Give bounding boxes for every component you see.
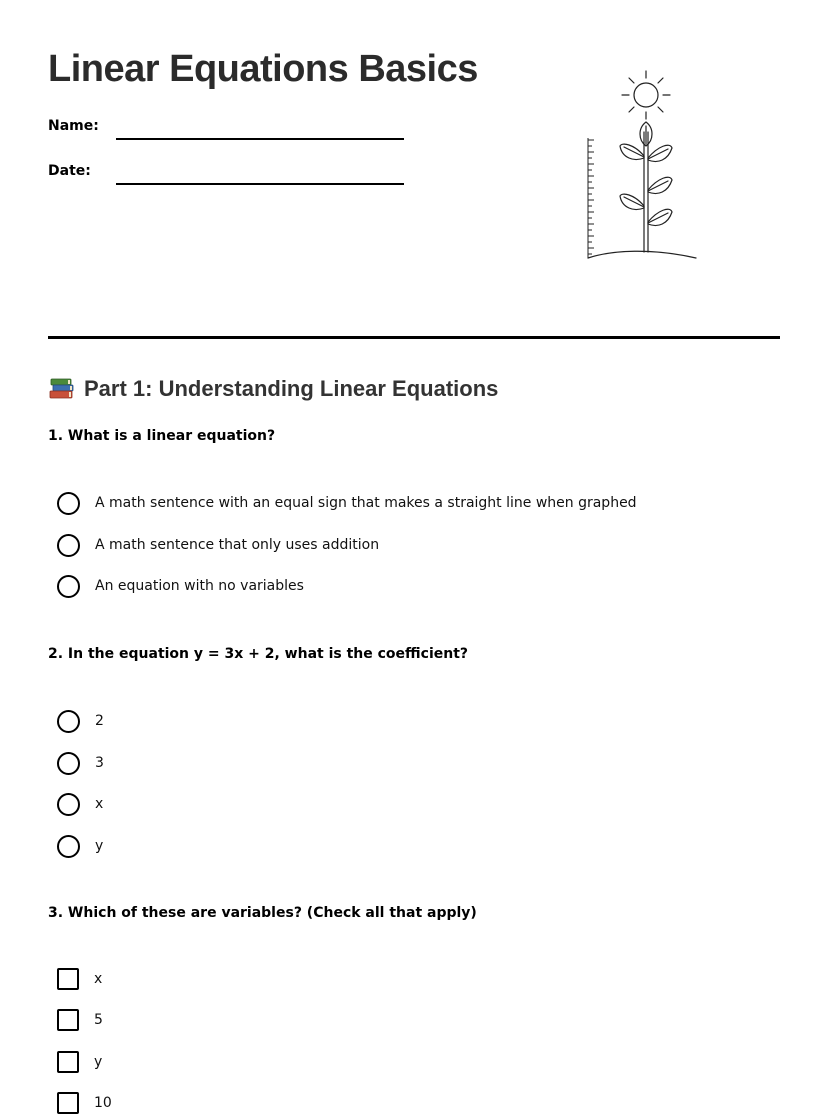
- date-label: Date:: [48, 163, 91, 179]
- option-label: y: [94, 1054, 103, 1070]
- option-label: x: [94, 971, 103, 987]
- name-field[interactable]: [48, 118, 408, 142]
- q2-option-4[interactable]: [57, 833, 103, 859]
- ruler-icon: [588, 138, 594, 258]
- option-label: A math sentence with an equal sign that makes a straight line when graphed: [95, 495, 637, 511]
- checkbox[interactable]: [57, 968, 79, 990]
- option-label: 3: [95, 755, 104, 771]
- worksheet-title: Linear Equations Basics: [48, 48, 478, 90]
- date-field[interactable]: [48, 163, 408, 187]
- radio-button[interactable]: [57, 710, 80, 733]
- q1-option-3[interactable]: [57, 573, 304, 599]
- q2-option-3[interactable]: [57, 791, 103, 817]
- q2-option-2[interactable]: [57, 750, 104, 776]
- radio-button[interactable]: [57, 835, 80, 858]
- section-divider: [48, 336, 780, 339]
- option-label: y: [95, 838, 104, 854]
- part1-heading-text: Part 1: Understanding Linear Equations: [84, 376, 499, 401]
- growing-plant-illustration: [582, 66, 704, 266]
- option-label: A math sentence that only uses addition: [95, 537, 380, 553]
- radio-button[interactable]: [57, 752, 80, 775]
- sun-icon: [622, 71, 670, 119]
- name-label: Name:: [48, 118, 99, 134]
- part1-heading: [48, 372, 498, 406]
- question-3: 3. Which of these are variables? (Check all that apply): [48, 905, 477, 921]
- q3-option-4[interactable]: [57, 1090, 112, 1116]
- q3-option-1[interactable]: [57, 966, 102, 992]
- option-label: 5: [94, 1012, 103, 1028]
- radio-button[interactable]: [57, 492, 80, 515]
- q3-option-2[interactable]: [57, 1007, 103, 1033]
- checkbox[interactable]: [57, 1051, 79, 1073]
- date-input-line[interactable]: [116, 183, 404, 185]
- q1-option-2[interactable]: [57, 532, 379, 558]
- q3-option-3[interactable]: [57, 1049, 102, 1075]
- radio-button[interactable]: [57, 575, 80, 598]
- option-label: x: [95, 796, 104, 812]
- radio-button[interactable]: [57, 534, 80, 557]
- books-icon: [48, 375, 76, 403]
- question-1: 1. What is a linear equation?: [48, 428, 276, 444]
- option-label: An equation with no variables: [95, 578, 304, 594]
- q2-option-1[interactable]: [57, 708, 104, 734]
- name-input-line[interactable]: [116, 138, 404, 140]
- q1-option-1[interactable]: [57, 490, 637, 516]
- question-2: 2. In the equation y = 3x + 2, what is the coefficient?: [48, 646, 469, 662]
- option-label: 2: [95, 713, 104, 729]
- radio-button[interactable]: [57, 793, 80, 816]
- option-label: 10: [94, 1095, 112, 1111]
- checkbox[interactable]: [57, 1092, 79, 1114]
- checkbox[interactable]: [57, 1009, 79, 1031]
